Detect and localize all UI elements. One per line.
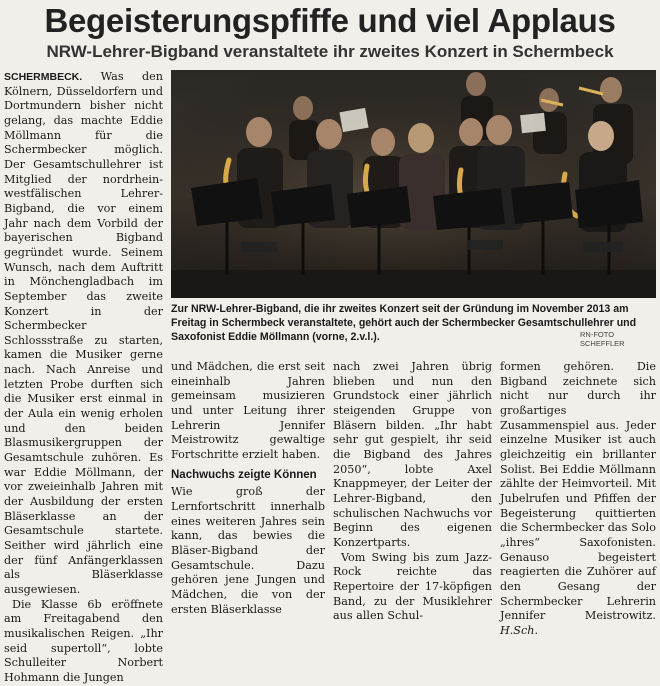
paragraph [500,360,656,638]
article-column-1 [4,70,163,686]
dateline: SCHERMBECK. [4,71,83,83]
author-initials: H.Sch. [500,623,539,637]
headline: Begeisterungspfiffe und viel Applaus [44,2,616,39]
paragraph: und Mädchen, die erst seit eineinhalb Jahren gemeinsam musizieren und unter Leitung ihrer Lehrerin Jennifer Meistrowitz gewaltige Fortschritte erzielt haben. [171,360,325,461]
section-subheading: Nachwuchs zeigte Können [171,468,317,481]
paragraph-text: formen gehören. Die Bigband zeichnete sich nicht nur durch ihr großartiges Zusammenspiel aus. Jeder einzelne Musiker ist auch gleichzeitig ein brillanter Solist. Bei Eddie Möllmann zählte der Heimvorteil. Mit Jubelrufen und Pfiffen der Begeisterung quittierten die Schermbecker das Solo „ihres“ Saxofonisten. Genauso begeistert reagierten die Zuhörer auf den Gesang der Schermbecker Lehrerin Jennifer Meistrowitz. [500,360,656,623]
paragraph: Die Klasse 6b eröffnete am Freitagabend den musikalischen Reigen. „Ihr seid supertoll“, lobte Schulleiter Norbert Hohmann die Jungen [4,597,163,684]
paragraph: Vom Swing bis zum Jazz-Rock reichte das Repertoire der 17-köpfigen Band, zu der Musiklehrer aus allen Schul- [333,550,492,623]
band-photo [171,70,656,298]
photo-credit: RN-FOTO SCHEFFLER [580,330,625,348]
paragraph: Wie groß der Lernfortschritt innerhalb eines weiteren Jahres sein kann, das bewies die Bläser-Bigband der Gesamtschule. Dazu gehören jene Jungen und Mädchen, die von der ersten Bläserklasse [171,485,325,616]
paragraph: nach zwei Jahren übrig blieben und nun den Grundstock einer jährlich steigenden Gruppe von Bläsern bilden. „Ihr habt sehr gut gespielt, ihr seid die Bigband des Jahres 2050“, lobte Axel Knappmeyer, der Leiter der Lehrer-Bigband, den schulischen Nachwuchs vor Beginn des eigenen Konzertparts. [333,360,492,549]
paragraph-text: Was den Kölnern, Düsseldorfern und Dortmundern bisher nicht gelang, das machte Eddie Möllmann für die Schermbecker möglich. Der Gesamtschullehrer ist Mitglied der nordrhein-westfälischen Lehrer-Bigband, die vor einem Jahr nach dem Vorbild der bayerischen Bigband gegründet wurde. Seinem Wunsch, nach dem Auftritt in Mönchengladbach im September das zweite Konzert in der Schermbecker Schlossstraße zu starten, kamen die Musiker gerne nach. Nach Anreise und letzten Probe durften sich die Musiker erst einmal in der Aula ein wenig erholen und den beiden Blasmusikergruppen der Gesamtschule zuhören. Es war Eddie Möllmann, der vor zweieinhalb Jahren mit der Ausbildung der ersten Bläserklasse an der Gesamtschule startete. Seither wird jährlich eine der fünf Anfängerklassen als Bläserklasse ausgewiesen. [4,70,163,596]
paragraph [4,70,163,598]
photo-caption: Zur NRW-Lehrer-Bigband, die ihr zweites Konzert seit der Gründung im November 2013 am Freitag in Schermbeck veranstaltete, gehört auch der Schermbecker Gesamtschullehrer und Saxofonist Eddie Möllmann (vorne, 2.v.l.). [171,303,637,343]
article-column-2 [171,360,325,617]
band-photo-image [171,70,656,298]
article-column-4 [500,360,656,638]
subheadline: NRW-Lehrer-Bigband veranstaltete ihr zweites Konzert in Schermbeck [46,42,614,61]
article-column-3 [333,360,492,624]
